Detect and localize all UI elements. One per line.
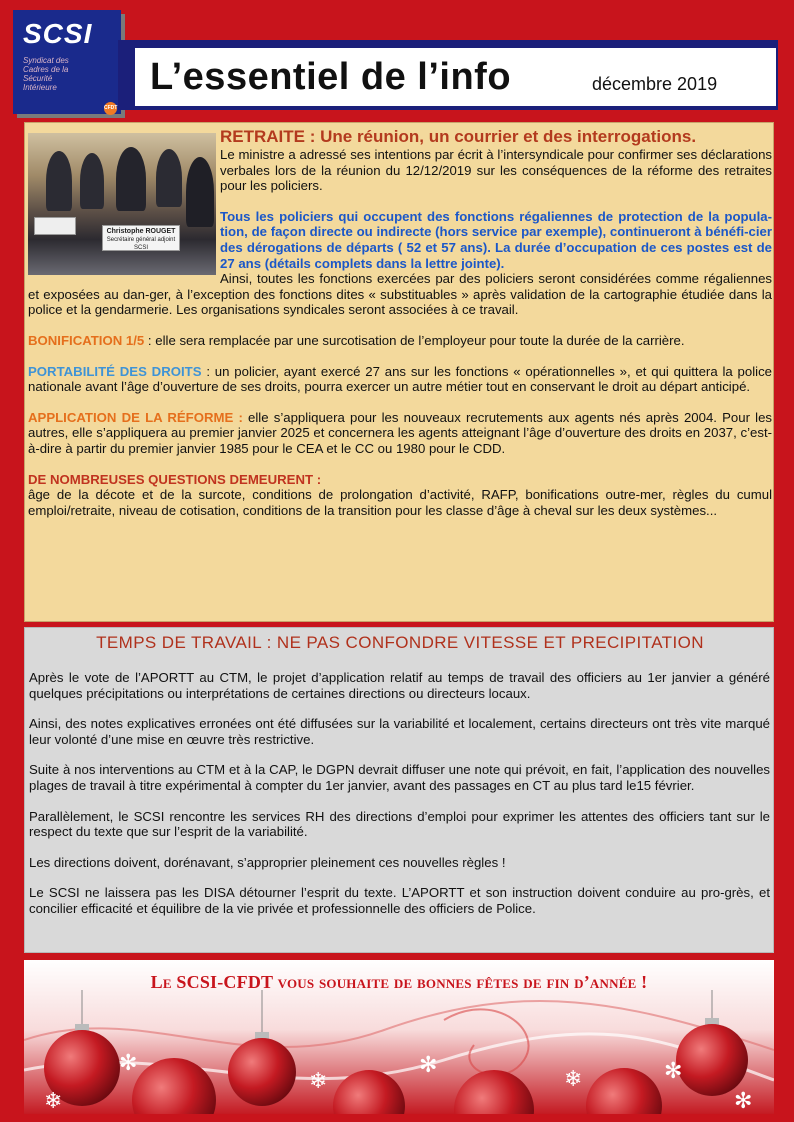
temps-paragraph: Les directions doivent, dorénavant, s’approprier pleinement ces nouvelles règles ! bbox=[29, 854, 506, 870]
questions-text: âge de la décote et de la surcote, conditions de prolongation d’activité, RAFP, bonifications outre-mer, règles du cumul emploi/retraite, niveau de cotisation, conditions de la transition pour les classe d’âge à cheval sur les deux systèmes... bbox=[28, 487, 772, 518]
bonification-label: BONIFICATION 1/5 bbox=[28, 332, 145, 348]
temps-paragraph: Le SCSI ne laissera pas les DISA détourner l’esprit du texte. L’APORTT et son instruction doivent conduire au pro-grès, et concilier efficacité et équilibre de la vie privée et professionnelle des officiers de Police. bbox=[29, 885, 770, 916]
bonification-text: : elle sera remplacée par une surcotisation de l’employeur pour toute la durée de la carrière. bbox=[144, 332, 685, 348]
retraite-title: RETRAITE : Une réunion, un courrier et des interrogations. bbox=[220, 127, 697, 146]
svg-text:✻: ✻ bbox=[664, 1059, 683, 1084]
portabilite-paragraph bbox=[28, 364, 772, 395]
temps-paragraph: Suite à nos interventions au CTM et à la CAP, le DGPN devrait diffuser une note qui prévoit, en fait, l’application des nouvelles plages de travail à titre expérimental à compter du 1er janvier, avant des passages en CT au plus tard le15 février. bbox=[29, 762, 770, 793]
greetings-text: Le SCSI-CFDT vous souhaite de bonnes fêtes de fin d’année ! bbox=[150, 972, 648, 992]
questions-label: DE NOMBREUSES QUESTIONS DEMEURENT : bbox=[28, 471, 322, 487]
svg-text:❄: ❄ bbox=[44, 1089, 63, 1114]
logo-subtitle-line: Sécurité bbox=[23, 74, 53, 83]
cfdt-badge: CFDT bbox=[104, 102, 117, 115]
issue-date: décembre 2019 bbox=[592, 74, 718, 94]
svg-text:✻: ✻ bbox=[734, 1089, 753, 1114]
logo-subtitle-line: Syndicat des bbox=[23, 56, 69, 65]
temps-de-travail-section bbox=[24, 627, 774, 953]
logo-title: SCSI bbox=[23, 18, 93, 49]
retraite-section bbox=[24, 122, 774, 622]
logo-subtitle-line: Intérieure bbox=[23, 83, 57, 92]
svg-text:❄: ❄ bbox=[564, 1067, 583, 1092]
application-paragraph bbox=[28, 410, 772, 457]
svg-text:✻: ✻ bbox=[119, 1051, 138, 1076]
logo-subtitle-line: Cadres de la bbox=[23, 65, 69, 74]
svg-text:❄: ❄ bbox=[309, 1069, 328, 1094]
temps-paragraph: Après le vote de l’APORTT au CTM, le projet d’application relatif au temps de travail des officiers au 1er janvier a généré quelques précipitations ou interprétations de certaines directions ou directeurs locaux. bbox=[29, 670, 770, 701]
portabilite-text: : un policier, ayant exercé 27 ans sur les fonctions « opérationnelles », et qui quittera la police nationale avant l’âge d’ouverture de ses droits, pourra exercer un autre métier tout en conservant le droit au départ anticipé. bbox=[28, 363, 772, 395]
nameplate-name: Christophe ROUGET bbox=[106, 228, 176, 235]
retraite-body bbox=[28, 127, 772, 518]
temps-paragraph: Parallèlement, le SCSI rencontre les services RH des directions d’emploi pour exprimer les attentes des officiers tant sur le respect du texte que sur l’esprit de la variabilité. bbox=[29, 808, 770, 840]
application-text: elle s’appliquera pour les nouveaux recrutements aux agents nés après 2004. Pour les autres, elle s’appliquera au premier janvier 2025 et concernera les agents atteignant l’âge d’ouverture des droits en 2037, c’est-à-dire à partir du premier janvier 1985 pour le CEA et le CC ou 1980 pour le CDD. bbox=[28, 409, 773, 456]
portabilite-label: PORTABILITÉ DES DROITS bbox=[28, 363, 202, 379]
retraite-para2: Ainsi, toutes les fonctions exercées par des policiers seront considérées comme régaliennes et exposées au dan-ger, à l’exception des fonctions dites « substituables » après validation de la cartographie étudiée dans la police et la gendarmerie. Les organisations syndicales seront associées à ce travail. bbox=[28, 271, 772, 318]
application-label: APPLICATION DE LA RÉFORME : bbox=[28, 409, 243, 425]
greetings-banner bbox=[24, 960, 774, 1114]
svg-text:✻: ✻ bbox=[419, 1053, 438, 1078]
temps-title: TEMPS DE TRAVAIL : NE PAS CONFONDRE VITESSE ET PRECIPITATION bbox=[96, 633, 704, 652]
logo-subtitle bbox=[23, 56, 69, 92]
page-title: L’essentiel de l’info bbox=[150, 56, 512, 98]
retraite-intro: Le ministre a adressé ses intentions par écrit à l’intersyndicale pour confirmer ses déclarations verbales lors de la réunion du 12/12/2019 sur les conséquences de la réforme des retraites pour les policiers. bbox=[220, 147, 772, 194]
temps-body bbox=[29, 670, 770, 932]
bonification-paragraph bbox=[28, 333, 772, 349]
scsi-logo bbox=[13, 10, 121, 114]
nameplate-role: Secrétaire général adjoint SCSI bbox=[106, 237, 176, 251]
temps-paragraph: Ainsi, des notes explicatives erronées ont été diffusées sur la variabilité et localement, certains directeurs ont très vite marqué leur volonté d’une mise en œuvre très restrictive. bbox=[29, 716, 770, 747]
retraite-highlight: Tous les policiers qui occupent des fonctions régaliennes de protection de la popula-tion, de façon directe ou indirecte (hors service par exemple), continueront à bénéfi-cier des dérogations de départs ( 52 et 57 ans). La durée d’occupation de ces postes est de 27 ans (détails complets dans la lettre jointe). bbox=[220, 208, 772, 271]
